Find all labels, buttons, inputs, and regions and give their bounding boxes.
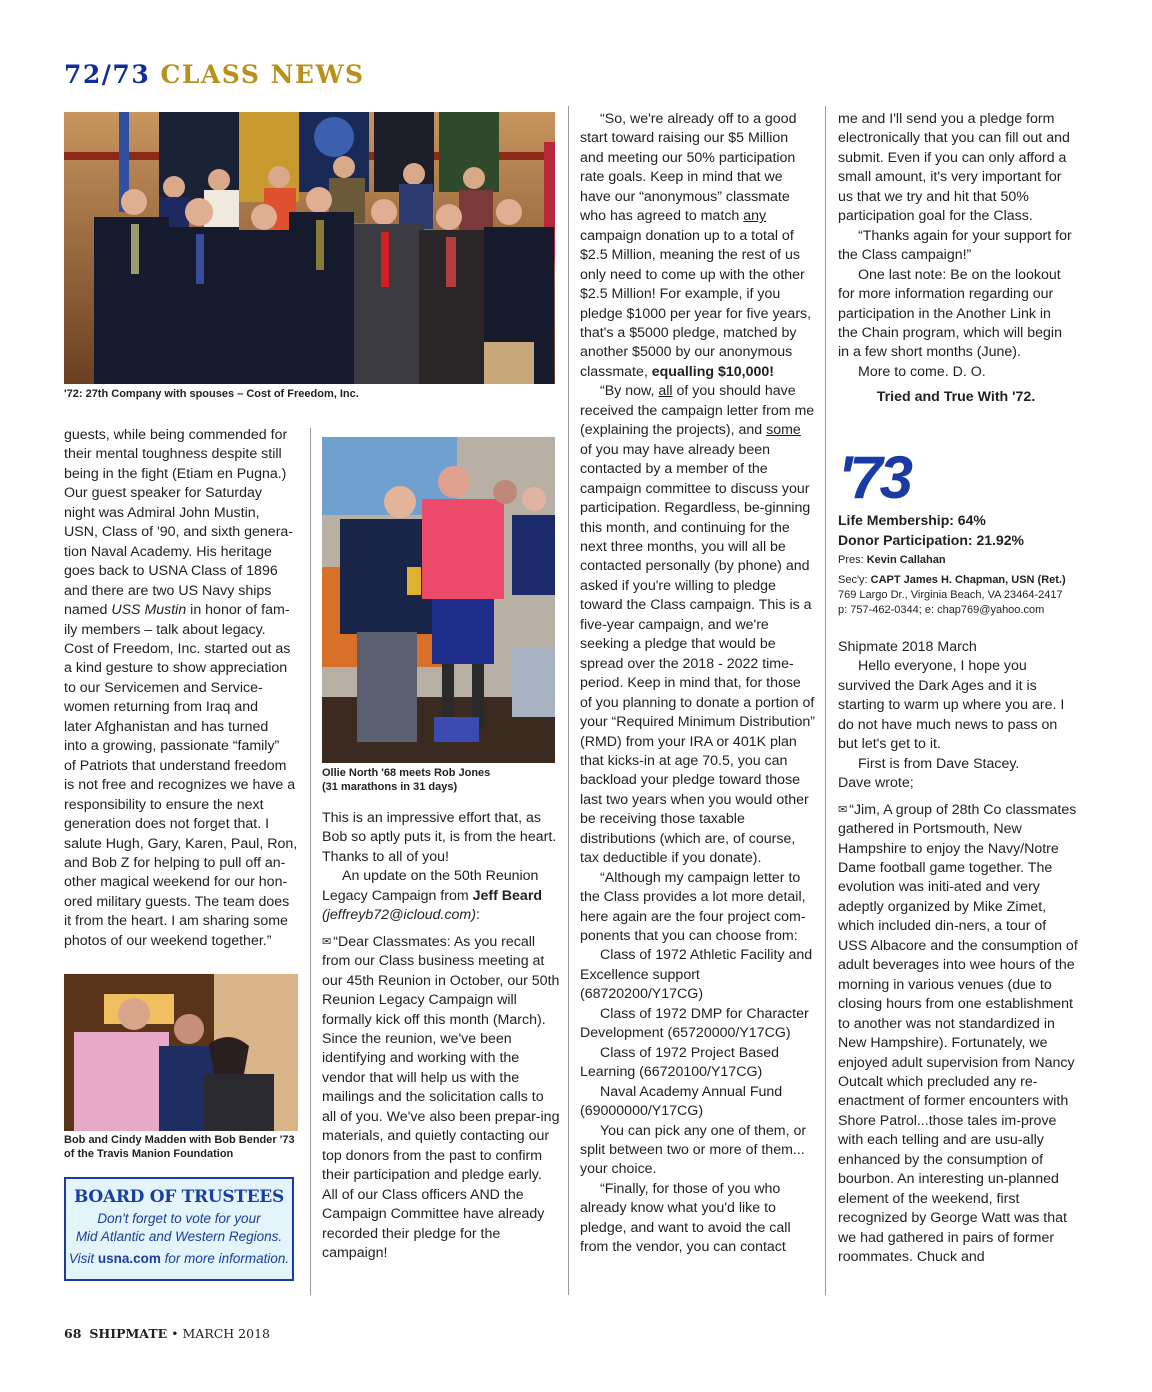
article-paragraph: “So, we're already off to a good start toward raising our $5 Million and meeting our 50% participation rate goals. Keep in mind that we have our “anonymous” classmate who has agreed to match any campaign donation up to a total of $2.5 Million, meaning the rest of us only need to come up with the other $2.5 Million! For example, if you pledge $1000 per year for five years, that's a $5000 pledge, matched by another $5000 by our anonymous classmate, equalling $10,000!: [580, 111, 812, 380]
column-4-lower-text: [838, 638, 1078, 1268]
project-item: Class of 1972 Athletic Facility and Excellence support (68720200/Y17CG): [580, 947, 813, 1003]
project-item: Naval Academy Annual Fund (69000000/Y17CG): [580, 1083, 783, 1120]
group-photo-image: [64, 112, 555, 384]
letter-paragraph: ✉ “Dear Classmates: As you recall from our Class business meeting at our 45th Reunion in October, our 50th Reunion Legacy Campaign will formally kick off this month (March). Since the reunion, we've been identifying and working with the vendor that will help us with the mailings and the solicitation calls to all of you. We've also been prepar-ing materials, and quietly contacting our top donors from the past to confirm their participation and pledge early. All of our Class officers AND the Campaign Committee have already recorded their pledge for the campaign!: [322, 933, 560, 1261]
letter-paragraph: ✉ “Jim, A group of 28th Co classmates gathered in Portsmouth, New Hampshire to enjoy the Navy/Notre Dame football game together. The evolution was initi-ated and very adeptly organized by Mike Zimet, which included din-ners, a tour of USS Albacore and the consumption of adult beverages into wee hours of the morning in various venues (due to closing hours from one establishment to another was not standardized in New Hampshire). Fortunately, we enjoyed adult supervision from Nancy Outcalt which precluded any re-enactment of former encounters with Shore Patrol...those tales im-prove with each telling and are usu-ally enhanced by the consumption of bourbon. An interesting un-planned element of the weekend, first recognized by George Watt was that we had gathered in pairs of former roommates. Chuck and: [838, 801, 1078, 1266]
article-paragraph: One last note: Be on the lookout for more information regarding our participation in the Another Link in the Chain program, which will begin in a few short months (June).: [838, 266, 1062, 361]
column-4-text: [838, 110, 1074, 408]
board-of-trustees-box: [64, 1177, 294, 1281]
footer-separator: •: [171, 1326, 179, 1341]
section-header: [64, 60, 365, 89]
secretary-contact: p: 757-462-0344; e: chap769@yahoo.com: [838, 604, 1045, 616]
article-paragraph: me and I'll send you a pledge form electronically that you can fill out and submit. Even if you can only afford a small amount, it's very important for us that we try and hit that 50% participation goal for the Class.: [838, 111, 1070, 225]
group-photo-caption: '72: 27th Company with spouses – Cost of Freedom, Inc.: [64, 388, 359, 400]
secretary-block: Sec'y: CAPT James H. Chapman, USN (Ret.) 769 Largo Dr., Virginia Beach, VA 23464-2417 p: 757-462-0344; e: chap769@yahoo.com: [838, 574, 1066, 616]
page-number: 68: [64, 1326, 82, 1341]
madden-photo-caption: Bob and Cindy Madden with Bob Bender '73 of the Travis Manion Foundation: [64, 1134, 295, 1160]
ship-name: USS Mustin: [111, 602, 187, 619]
group-photo: [64, 112, 555, 384]
article-paragraph: guests, while being commended for their mental toughness despite still being in the fight (Etiam en Pugna.) Our guest speaker for Saturday night was Admiral John Mustin, USN, Class of '90, and sixth genera- tion Naval Academy. His heritage goes back to USNA Class of 1896 and there are two US Navy ships named USS Mustin in honor of fam- ily members – talk about legacy. Cost of Freedom, Inc. started out as a kind gesture to show appreciation to our Servicemen and Service- women returning from Iraq and later Afghanistan and has turned into a growing, passionate “family” of Patriots that understand freedom is not free and recognizes we have a responsibility to ensure the next generation does not forget that. I salute Hugh, Gary, Karen, Paul, Ron, and Bob Z for helping to pull off an- other magical weekend for our hon- ored military guests. The team does it from the heart. I am sharing some photos of our weekend together.”: [64, 427, 298, 949]
project-item: Class of 1972 Project Based Learning (66720100/Y17CG): [580, 1044, 780, 1081]
contributor-name: Jeff Beard: [472, 887, 543, 904]
column-1-text: [64, 426, 304, 951]
president-line: Pres: Kevin Callahan: [838, 554, 946, 566]
donor-participation: Donor Participation: 21.92%: [838, 532, 1024, 548]
page-footer: [64, 1326, 270, 1341]
article-paragraph: This is an impressive effort that, as Bob so aptly puts it, is from the heart. Thanks to all of you!: [322, 810, 557, 865]
class-73-stats: [838, 510, 1024, 550]
magazine-name: SHIPMATE: [89, 1326, 168, 1341]
board-title: BOARD OF TRUSTEES: [74, 1187, 284, 1207]
article-paragraph: An update on the 50th Reunion Legacy Campaign from Jeff Beard (jeffreyb72@icloud.com):: [322, 868, 543, 924]
article-paragraph: “Finally, for those of you who already know what you'd like to pledge, and want to avoid the call from the vendor, you can contact: [580, 1180, 791, 1256]
life-membership: Life Membership: 64%: [838, 512, 986, 528]
usna-link[interactable]: usna.com: [97, 1251, 161, 1266]
madden-photo-image: [64, 974, 298, 1131]
madden-photo: [64, 974, 298, 1131]
article-paragraph: First is from Dave Stacey.: [858, 755, 1020, 772]
class-73-label: '73: [838, 444, 911, 511]
column-divider: [568, 106, 569, 1295]
board-visit-line: Visit usna.com for more information.: [68, 1251, 290, 1266]
signoff: Tried and True With '72.: [876, 389, 1036, 406]
dateline: Shipmate 2018 March: [838, 639, 977, 655]
board-line-1: Don't forget to vote for your: [97, 1211, 261, 1226]
article-paragraph: “Although my campaign letter to the Class provides a lot more detail, here again are the four project com-ponents that you can choose from:: [580, 869, 806, 945]
column-divider: [825, 106, 826, 1295]
article-paragraph: Dave wrote;: [838, 775, 914, 792]
column-2-text: [322, 809, 560, 1263]
issue-date: MARCH 2018: [182, 1326, 270, 1341]
ollie-photo-image: [322, 437, 555, 763]
article-paragraph: More to come. D. O.: [858, 363, 986, 380]
class-numbers: 72/73: [64, 60, 151, 89]
ollie-north-photo: [322, 437, 555, 763]
article-paragraph: You can pick any one of them, or split between two or more of them... your choice.: [580, 1122, 807, 1178]
article-paragraph: “By now, all of you should have received the campaign letter from me (explaining the projects), and some of you may have already been contacted by a member of the campaign committee to discuss your participation. Regardless, be-ginning this month, and continuing for the next three months, you will all be contacted personally (by phone) and asked if you're willing to pledge toward the Class campaign. This is a five-year campaign, and we're seeking a pledge that would be spread over the 2018 - 2022 time-period. Keep in mind that, for those of you planning to donate a portion of your “Required Minimum Distribution” (RMD) from your IRA or 401K plan that kicks-in at age 70.5, you can backload your pledge toward those last two years when you would other be receiving those taxable distributions (which are, of course, tax deductible if you donate).: [580, 383, 815, 867]
envelope-icon: ✉: [838, 803, 848, 816]
project-item: Class of 1972 DMP for Character Development (65720000/Y17CG): [580, 1005, 809, 1042]
secretary-address: 769 Largo Dr., Virginia Beach, VA 23464-2417: [838, 589, 1063, 601]
column-3-text: [580, 110, 815, 1258]
ollie-photo-caption: Ollie North '68 meets Rob Jones (31 marathons in 31 days): [322, 767, 491, 793]
article-paragraph: Hello everyone, I hope you survived the Dark Ages and it is starting to warm up where you are. I do not have much news to pass on but let's get to it.: [838, 658, 1065, 753]
contributor-email[interactable]: (jeffreyb72@icloud.com): [322, 907, 476, 924]
section-title: CLASS NEWS: [160, 60, 365, 89]
envelope-icon: ✉: [322, 935, 332, 948]
board-line-2: Mid Atlantic and Western Regions.: [75, 1229, 283, 1244]
column-divider: [310, 428, 311, 1295]
article-paragraph: “Thanks again for your support for the Class campaign!”: [838, 227, 1072, 264]
